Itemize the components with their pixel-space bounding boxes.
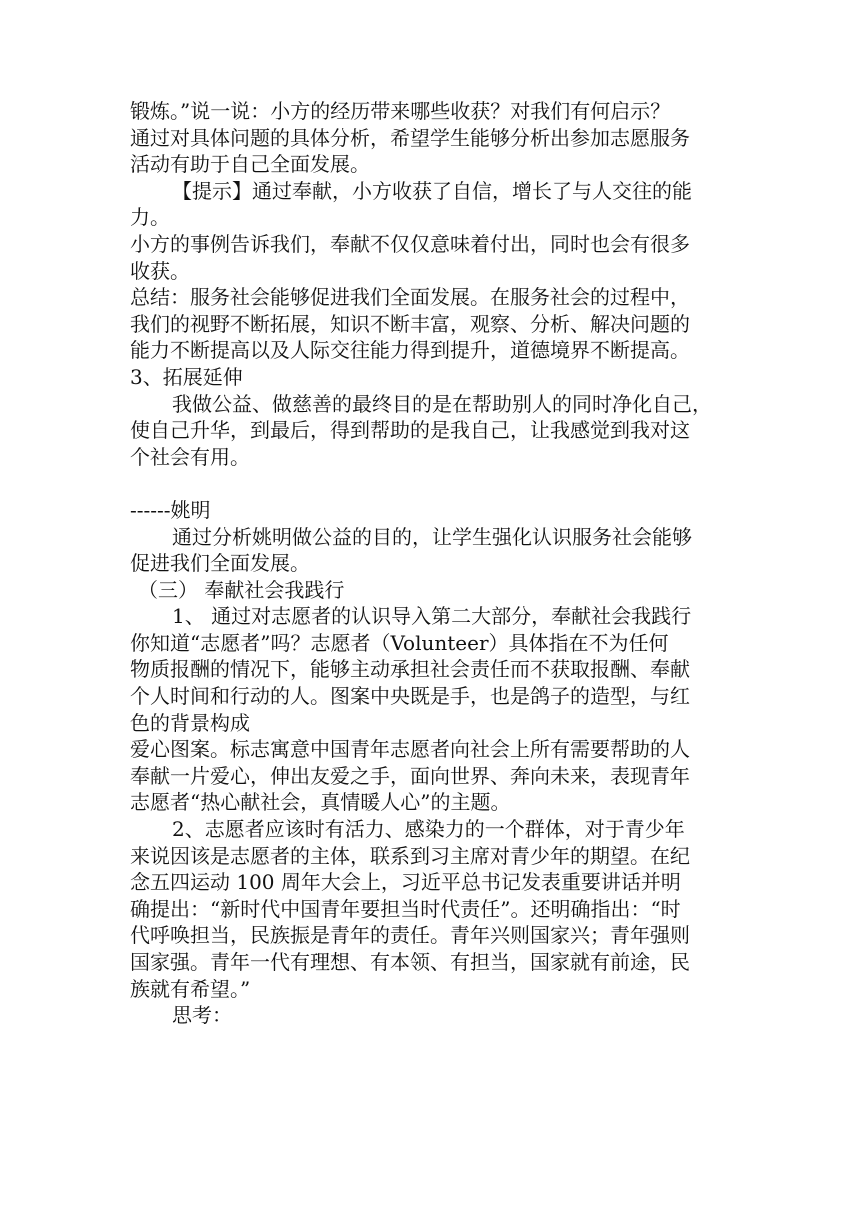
- text-line: 1、 通过对志愿者的认识导入第二大部分，奉献社会我践行: [172, 604, 692, 629]
- text-line: 族就有希望。”: [130, 976, 251, 1001]
- text-line: 2、志愿者应该时有活力、感染力的一个群体，对于青少年: [172, 817, 685, 842]
- text-line: 我们的视野不断拓展，知识不断丰富，观察、分析、解决问题的: [130, 311, 690, 336]
- quote-attribution: ------姚明: [130, 497, 211, 522]
- text-line: 小方的事例告诉我们，奉献不仅仅意味着付出，同时也会有很多: [130, 231, 690, 256]
- quote-line: 我做公益、做慈善的最终目的是在帮助别人的同时净化自己，: [172, 391, 712, 416]
- text-line: 个人时间和行动的人。图案中央既是手，也是鸽子的造型，与红: [130, 684, 690, 709]
- summary-line: 总结：服务社会能够促进我们全面发展。在服务社会的过程中，: [130, 285, 690, 310]
- text-line: 思考：: [172, 1003, 232, 1028]
- text-line: 奉献一片爱心，伸出友爱之手，面向世界、奔向未来，表现青年: [130, 763, 690, 788]
- text-line: 你知道“志愿者”吗？志愿者（Volunteer）具体指在不为任何: [130, 630, 669, 655]
- text-line: 促进我们全面发展。: [130, 551, 310, 576]
- text-line: 锻炼。”说一说：小方的经历带来哪些收获？对我们有何启示？: [130, 99, 671, 123]
- text-line: 念五四运动 100 周年大会上，习近平总书记发表重要讲话并明: [130, 870, 681, 895]
- text-line: 确提出：“新时代中国青年要担当时代责任”。还明确指出：“时: [130, 896, 681, 921]
- quote-line: 使自己升华，到最后，得到帮助的是我自己，让我感觉到我对这: [130, 418, 690, 443]
- text-line: 收获。: [130, 258, 190, 283]
- text-line: 色的背景构成: [130, 710, 250, 735]
- text-line: 爱心图案。标志寓意中国青年志愿者向社会上所有需要帮助的人: [130, 737, 690, 762]
- text-line: 活动有助于自己全面发展。: [130, 152, 370, 177]
- quote-line: 个社会有用。: [130, 444, 250, 469]
- text-line: 代呼唤担当，民族振是青年的责任。青年兴则国家兴；青年强则: [130, 923, 690, 948]
- document-body: [130, 98, 750, 1029]
- text-line: 力。: [130, 205, 170, 230]
- text-line: 通过分析姚明做公益的目的，让学生强化认识服务社会能够: [172, 524, 692, 549]
- text-line: 物质报酬的情况下，能够主动承担社会责任而不获取报酬、奉献: [130, 657, 690, 682]
- blank-line: [130, 470, 750, 497]
- hint-line: 【提示】通过奉献，小方收获了自信，增长了与人交往的能: [172, 178, 692, 203]
- text-line: 国家强。青年一代有理想、有本领、有担当，国家就有前途，民: [130, 950, 690, 974]
- section-heading: 3、拓展延伸: [130, 364, 243, 389]
- text-line: 通过对具体问题的具体分析，希望学生能够分析出参加志愿服务: [130, 125, 690, 150]
- text-line: 来说因该是志愿者的主体，联系到习主席对青少年的期望。在纪: [130, 843, 690, 868]
- section-heading: （三） 奉献社会我践行: [138, 577, 345, 602]
- text-line: 志愿者“热心献社会，真情暖人心”的主题。: [130, 790, 511, 815]
- text-line: 能力不断提高以及人际交往能力得到提升，道德境界不断提高。: [130, 338, 690, 363]
